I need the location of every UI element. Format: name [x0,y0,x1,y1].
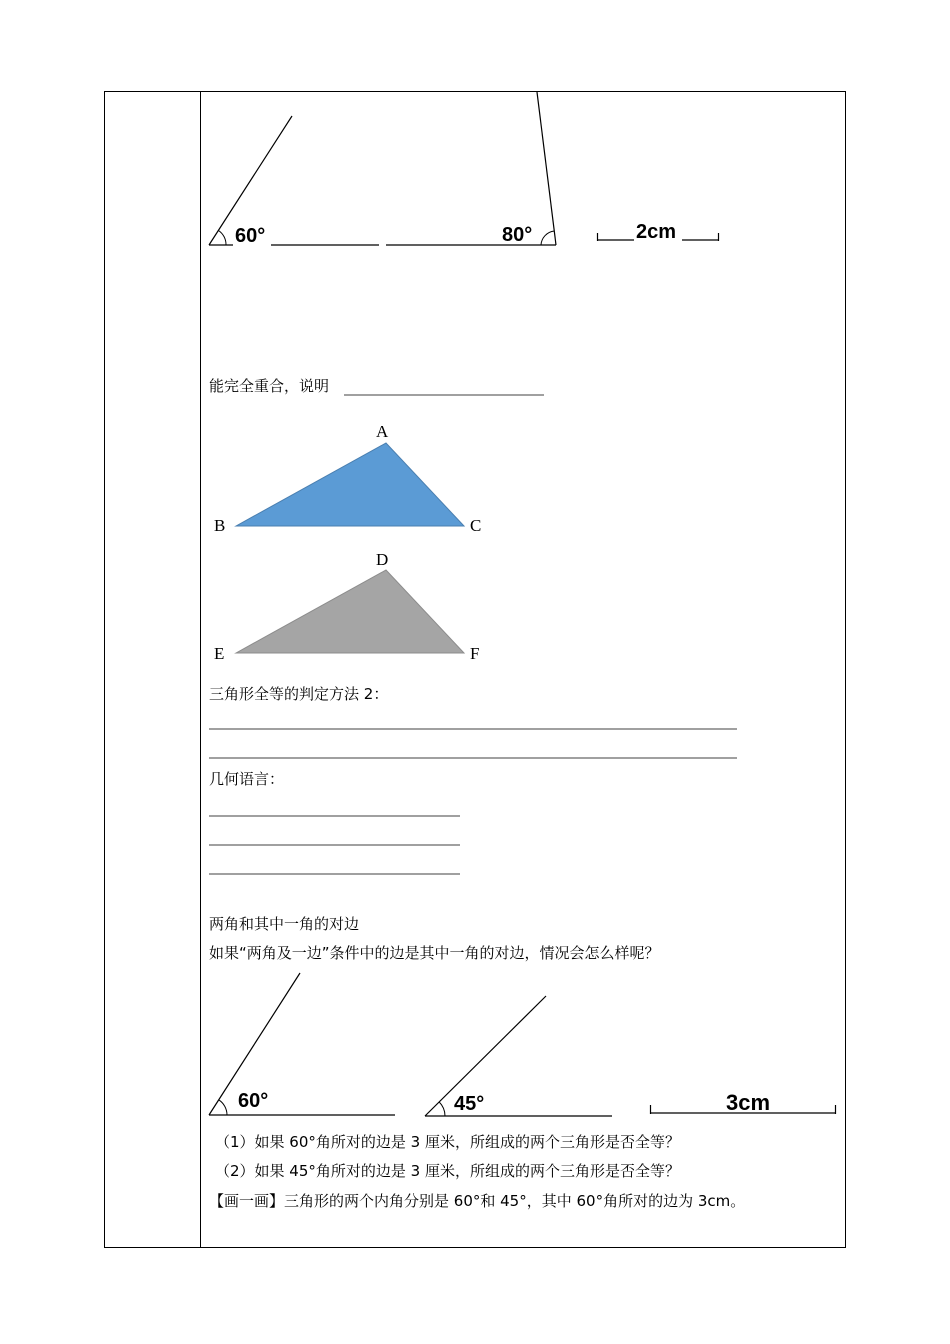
label-d: D [376,550,389,569]
figure1-angle2-label: 80° [502,224,533,246]
figure1-angle-80 [386,92,556,246]
draw-task: 【画一画】三角形的两个内角分别是 60°和 45°，其中 60°角所对的边为 3cm。 [209,1192,746,1210]
question-1: （1）如果 60°角所对的边是 3 厘米，所组成的两个三角形是否全等？ [215,1133,680,1151]
figure2-angle-45 [425,996,612,1116]
label-e: E [214,644,225,663]
triangle-def-shape [236,570,464,653]
triangle-def [214,550,479,663]
method2-label: 三角形全等的判定方法 2： [209,685,389,703]
label-c: C [470,516,482,535]
coincide-text: 能完全重合，说明 [209,377,330,395]
label-a: A [376,422,389,441]
label-f: F [470,644,480,663]
figure1-segment [597,221,719,243]
figure2-angle2-label: 45° [454,1093,485,1115]
figure2-angle1-label: 60° [238,1090,269,1112]
section-title: 两角和其中一角的对边 [209,915,360,933]
triangle-abc [214,422,481,535]
figure2-angle-60 [209,973,395,1115]
question-intro: 如果“两角及一边”条件中的边是其中一角的对边，情况会怎么样呢？ [209,944,660,962]
table-border [105,92,846,1248]
figure1-angle-60 [209,116,379,247]
question-2: （2）如果 45°角所对的边是 3 厘米，所组成的两个三角形是否全等？ [215,1162,680,1180]
figure1-segment-label: 2cm [636,221,677,243]
figure2-segment-label: 3cm [726,1090,771,1115]
geometry-label: 几何语言： [209,770,285,788]
label-b: B [214,516,226,535]
figure2-segment [650,1090,836,1115]
triangle-abc-shape [236,443,464,526]
figure1-angle1-label: 60° [235,225,266,247]
